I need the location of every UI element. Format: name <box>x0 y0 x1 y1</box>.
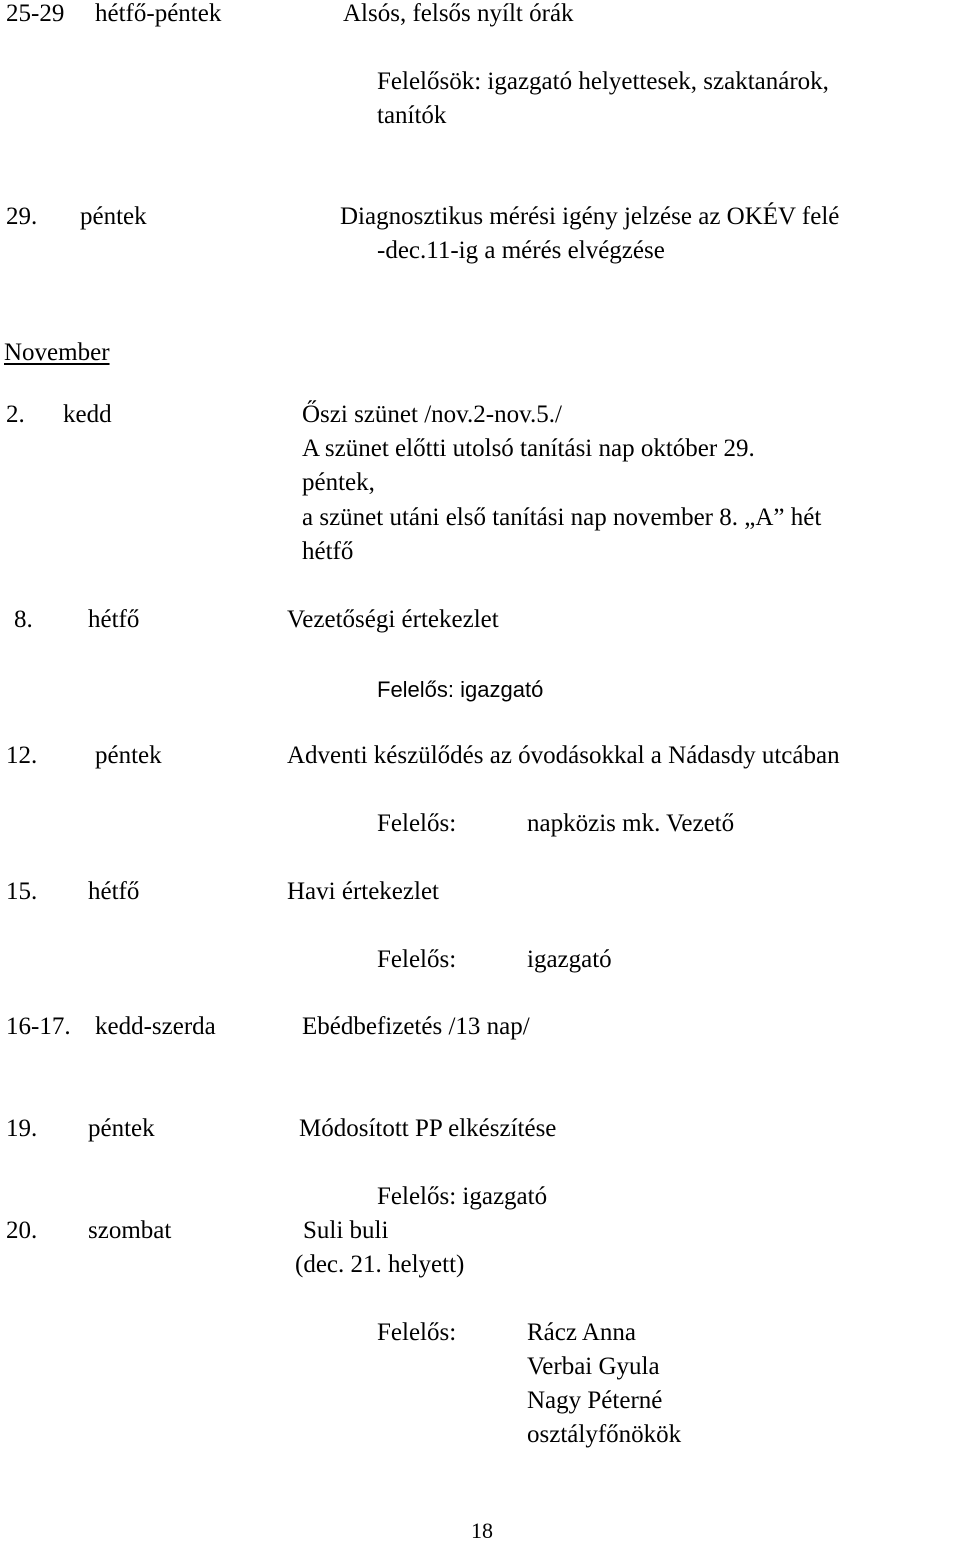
event-title: Őszi szünet /nov.2-nov.5./ <box>302 401 562 428</box>
event-detail: a szünet utáni első tanítási nap november 8. „A” hét <box>302 504 822 531</box>
event-day: kedd-szerda <box>95 1013 216 1040</box>
event-detail: -dec.11-ig a mérés elvégzése <box>377 237 665 264</box>
event-title: Alsós, felsős nyílt órák <box>343 0 574 27</box>
event-responsible-value: Verbai Gyula <box>527 1353 660 1380</box>
event-responsible: Felelős: igazgató <box>377 1183 548 1210</box>
event-date: 8. <box>14 606 33 633</box>
event-title: Adventi készülődés az óvodásokkal a Nádasdy utcában <box>287 742 840 769</box>
event-date: 15. <box>6 878 38 905</box>
event-day: kedd <box>63 401 112 428</box>
event-note: (dec. 21. helyett) <box>295 1251 465 1278</box>
event-responsible-value: osztályfőnökök <box>527 1421 682 1448</box>
event-responsible-value: napközis mk. Vezető <box>527 810 735 837</box>
event-date: 25-29 <box>6 0 65 27</box>
event-date: 19. <box>6 1115 38 1142</box>
event-day: péntek <box>80 203 147 230</box>
event-day: péntek <box>88 1115 155 1142</box>
event-date: 29. <box>6 203 38 230</box>
event-responsible-value: igazgató <box>527 946 612 973</box>
event-title: Ebédbefizetés /13 nap/ <box>302 1013 530 1040</box>
event-responsible-label: Felelős: <box>377 946 457 973</box>
event-date: 2. <box>6 401 25 428</box>
event-title: Módosított PP elkészítése <box>299 1115 557 1142</box>
event-date: 12. <box>6 742 38 769</box>
event-detail: péntek, <box>302 469 375 496</box>
event-day: szombat <box>88 1217 172 1244</box>
page-number: 18 <box>471 1518 493 1543</box>
event-responsible-value: Nagy Péterné <box>527 1387 663 1414</box>
event-responsible-label: Felelős: <box>377 1319 457 1346</box>
event-day: péntek <box>95 742 162 769</box>
month-heading: November <box>4 339 110 366</box>
event-responsible: Felelős: igazgató <box>377 677 544 702</box>
event-responsible-value: Rácz Anna <box>527 1319 636 1346</box>
event-responsible: Felelősök: igazgató helyettesek, szaktanárok, <box>377 68 829 95</box>
event-title: Vezetőségi értekezlet <box>287 606 499 633</box>
event-title: Havi értekezlet <box>287 878 439 905</box>
event-date: 16-17. <box>6 1013 71 1040</box>
event-day: hétfő-péntek <box>95 0 222 27</box>
event-date: 20. <box>6 1217 38 1244</box>
event-responsible-label: Felelős: <box>377 810 457 837</box>
event-detail: A szünet előtti utolsó tanítási nap október 29. <box>302 435 755 462</box>
event-title: Suli buli <box>303 1217 389 1244</box>
event-title: Diagnosztikus mérési igény jelzése az OKÉV felé <box>340 203 840 230</box>
event-day: hétfő <box>88 606 140 633</box>
event-detail: hétfő <box>302 538 354 565</box>
event-responsible-cont: tanítók <box>377 102 447 129</box>
event-day: hétfő <box>88 878 140 905</box>
